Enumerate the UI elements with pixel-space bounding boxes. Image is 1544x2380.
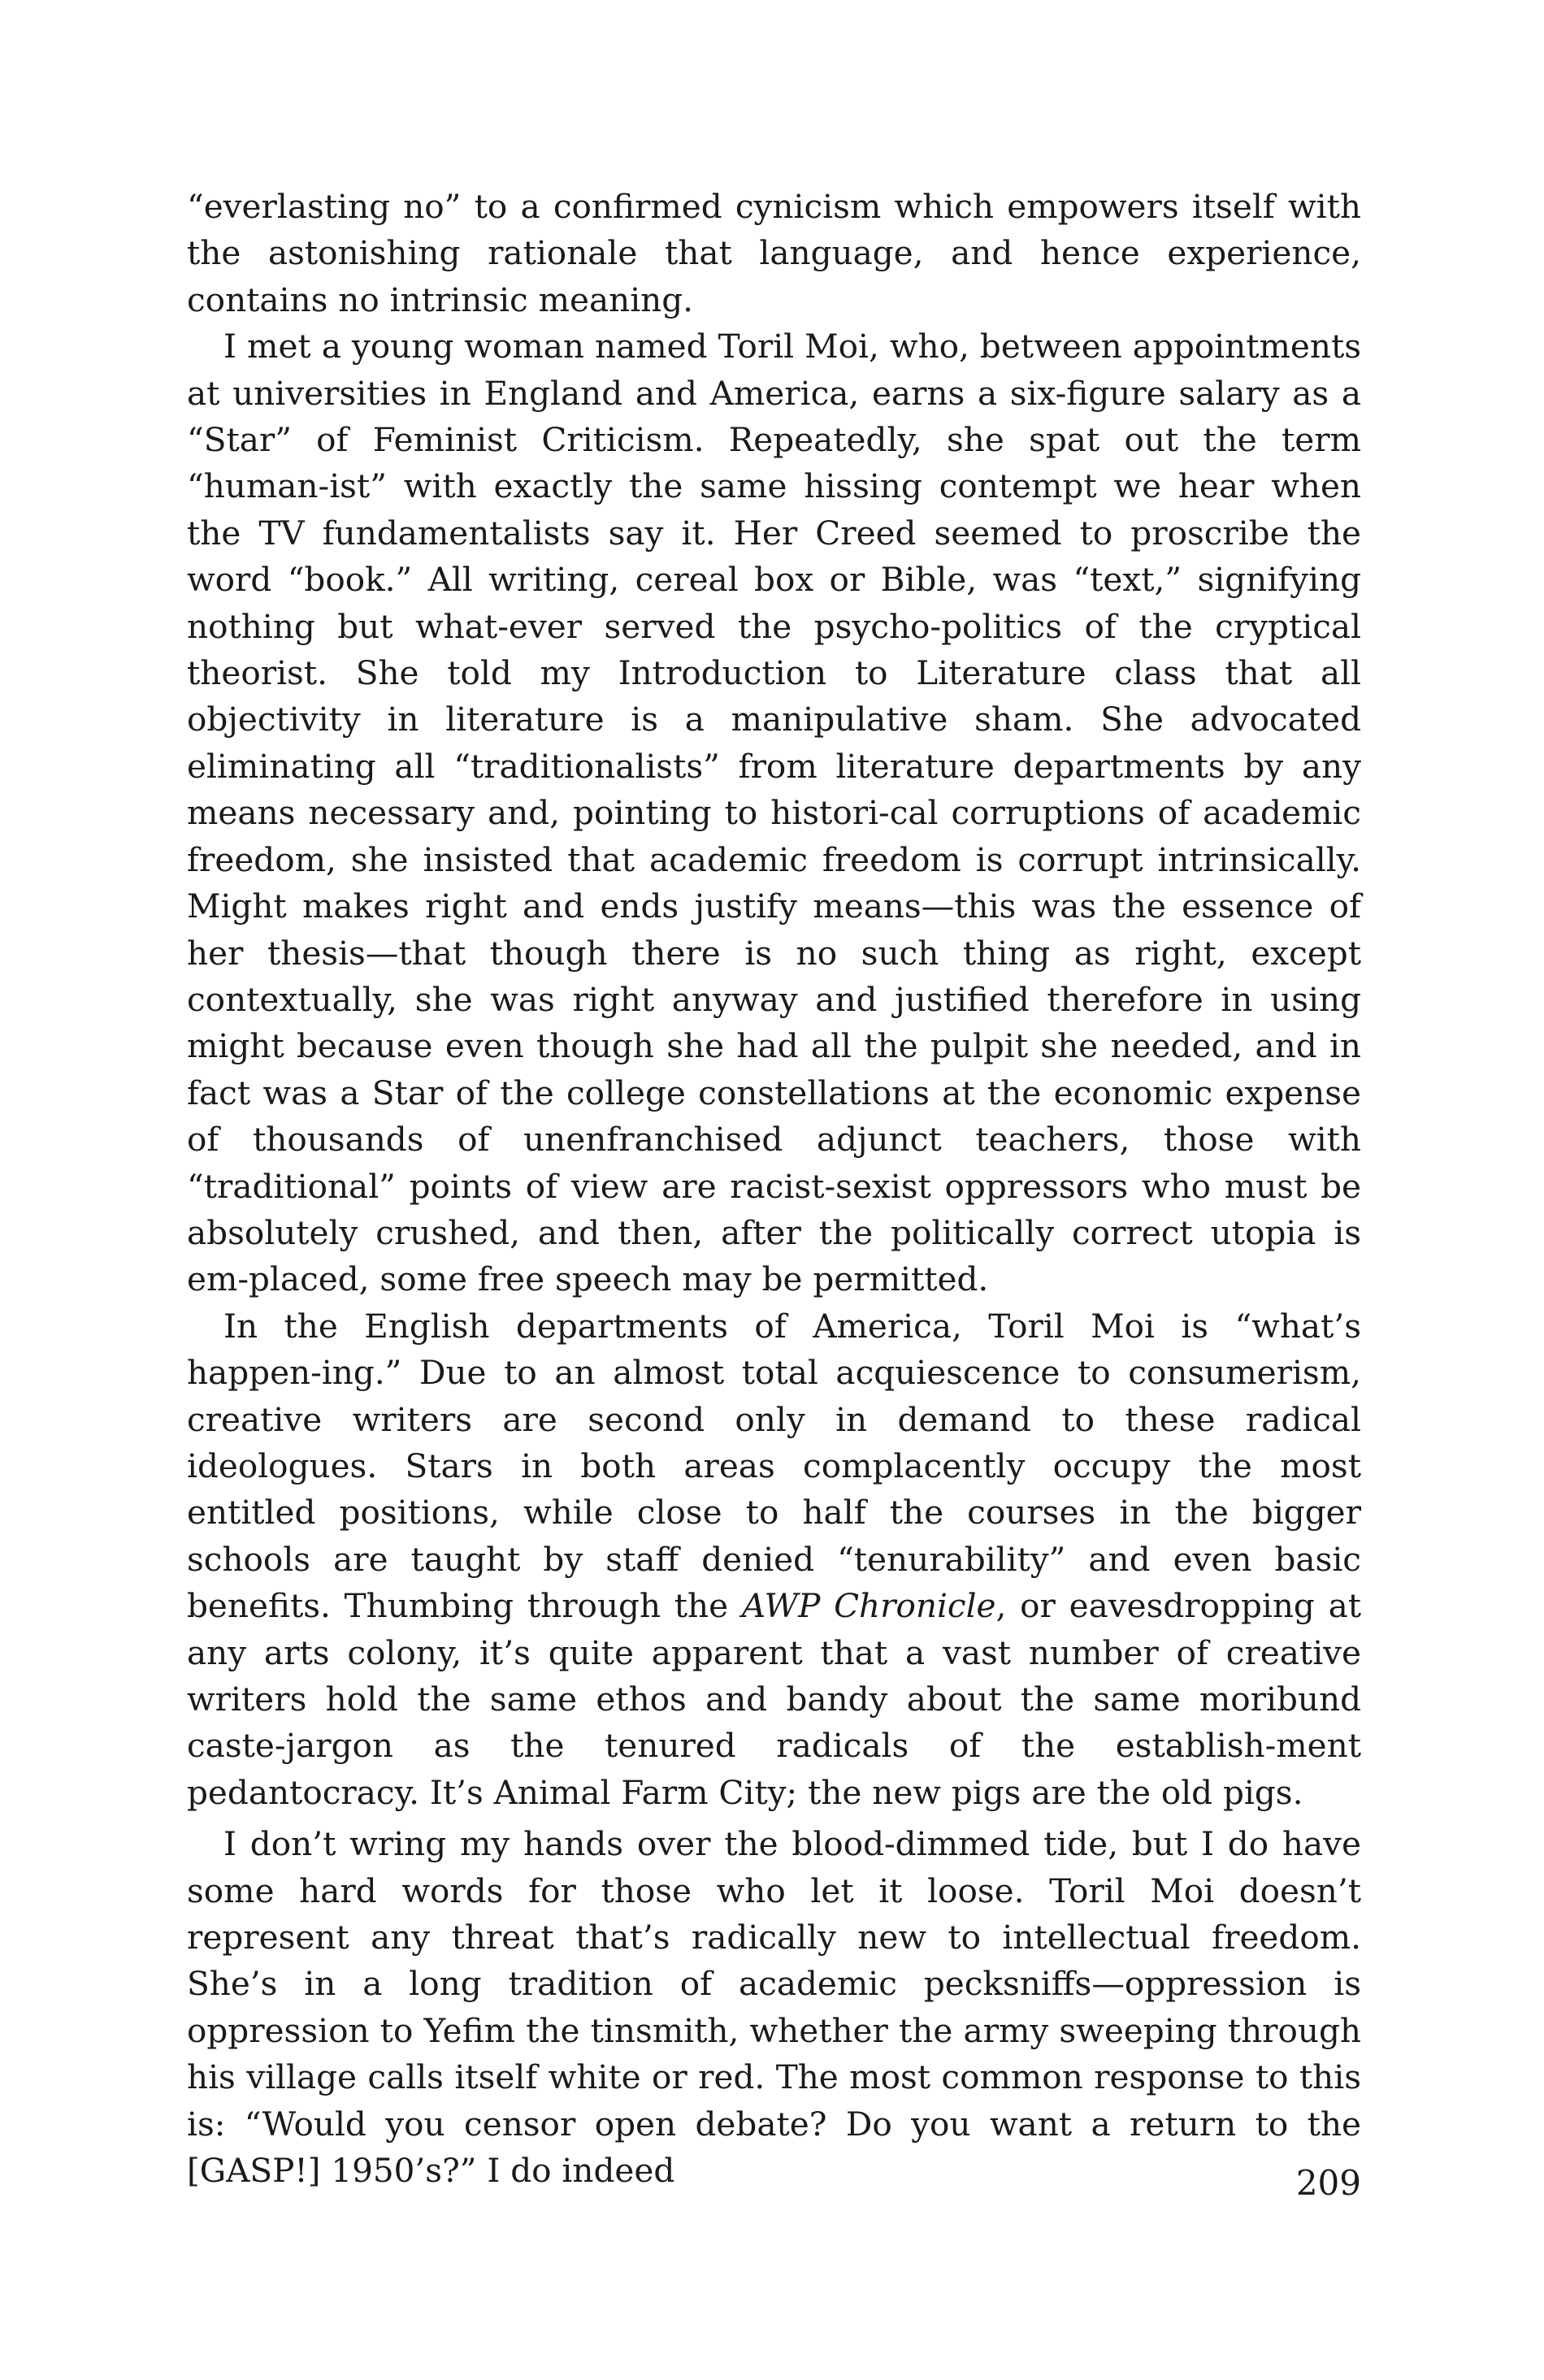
body-text <box>187 184 1361 2194</box>
paragraph-3-text-a: In the English departments of America, Toril Moi is “what’s happen-ing.” Due to an almost total acquiescence to consumerism, creative writers are second only in demand to these radical ideologues. Stars in both areas complacently occupy the most entitled positions, while close to half the courses in the bigger schools are taught by staff denied “tenurability” and even basic benefits. Thumbing through the <box>187 1306 1361 1626</box>
paragraph-3-text-b: , or eavesdropping at any arts colony, it’s quite apparent that a vast number of creative writers hold the same ethos and bandy about the same moribund caste-jargon as the tenured radicals of the establish-ment pedantocracy. It’s Animal Farm City; the new pigs are the old pigs. <box>187 1586 1362 1812</box>
page-number: 209 <box>1295 2163 1361 2203</box>
paragraph-2: I met a young woman named Toril Moi, who, between appointments at universities in England and America, earns a six-figure salary as a “Star” of Feminist Criticism. Repeatedly, she spat out the term “human-ist” with exactly the same hissing contempt we hear when the TV fundamentalists say it. Her Creed seemed to proscribe the word “book.” All writing, cereal box or Bible, was “text,” signifying nothing but what-ever served the psycho-politics of the cryptical theorist. She told my Introduction to Literature class that all objectivity in literature is a manipulative sham. She advocated eliminating all “traditionalists” from literature departments by any means necessary and, pointing to histori-cal corruptions of academic freedom, she insisted that academic freedom is corrupt intrinsically. Might makes right and ends justify means—this was the essence of her thesis—that though there is no such thing as right, except contextually, she was right anyway and justified therefore in using might because even though she had all the pulpit she needed, and in fact was a Star of the college constellations at the economic expense of thousands of unenfranchised adjunct teachers, those with “traditional” points of view are racist-sexist oppressors who must be absolutely crushed, and then, after the politically correct utopia is em-placed, some free speech may be permitted. <box>187 327 1361 1299</box>
paragraph-4: I don’t wring my hands over the blood-dimmed tide, but I do have some hard words for those who let it loose. Toril Moi doesn’t represent any threat that’s radically new to intellectual freedom. She’s in a long tradition of academic pecksniffs—oppression is oppression to Yefim the tinsmith, whether the army sweeping through his village calls itself white or red. The most common response to this is: “Would you censor open debate? Do you want a return to the [GASP!] 1950’s?” I do indeed <box>187 1824 1361 2191</box>
paragraph-3 <box>187 1303 1361 1816</box>
journal-title: AWP Chronicle <box>741 1586 996 1626</box>
paragraph-1: “everlasting no” to a confirmed cynicism which empowers itself with the astonishing rationale that language, and hence experience, contains no intrinsic meaning. <box>187 187 1361 319</box>
